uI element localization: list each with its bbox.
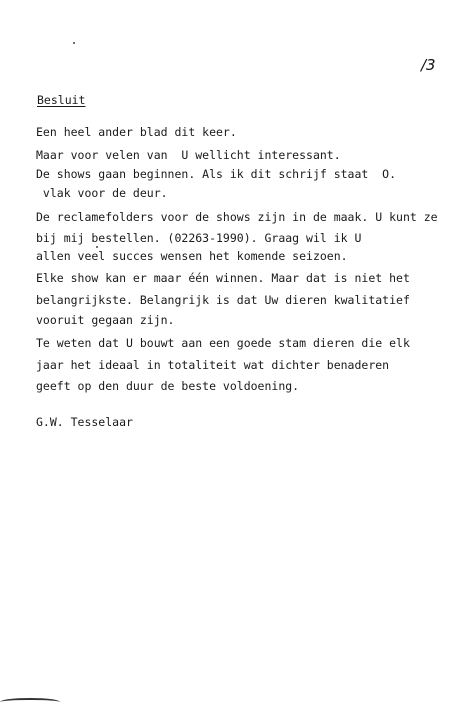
page-number: /3 bbox=[421, 56, 436, 74]
body-line: allen veel succes wensen het komende seizoen. bbox=[36, 249, 348, 263]
body-line: bij mij bestellen. (02263-1990). Graag wil ik U bbox=[36, 231, 362, 245]
body-line: De shows gaan beginnen. Als ik dit schrijf staat O. bbox=[36, 167, 397, 181]
body-line: Een heel ander blad dit keer. bbox=[36, 125, 237, 139]
signature: G.W. Tesselaar bbox=[36, 415, 133, 429]
body-line: geeft op den duur de beste voldoening. bbox=[36, 379, 300, 393]
scan-edge-mark bbox=[0, 698, 60, 706]
body-line: Te weten dat U bouwt aan een goede stam dieren die elk bbox=[36, 336, 410, 350]
body-line: Maar voor velen van U wellicht interessant. bbox=[36, 148, 341, 162]
body-line: vooruit gegaan zijn. bbox=[36, 313, 175, 327]
scan-speck bbox=[96, 246, 98, 248]
body-line: vlak voor de deur. bbox=[36, 186, 168, 200]
scan-speck bbox=[73, 42, 75, 44]
body-line: De reclamefolders voor de shows zijn in de maak. U kunt ze bbox=[36, 210, 438, 224]
body-line: jaar het ideaal in totaliteit wat dichter benaderen bbox=[36, 358, 390, 372]
section-heading: Besluit bbox=[37, 93, 86, 107]
body-line: Elke show kan er maar één winnen. Maar dat is niet het bbox=[36, 271, 410, 285]
body-line: belangrijkste. Belangrijk is dat Uw dieren kwalitatief bbox=[36, 293, 410, 307]
